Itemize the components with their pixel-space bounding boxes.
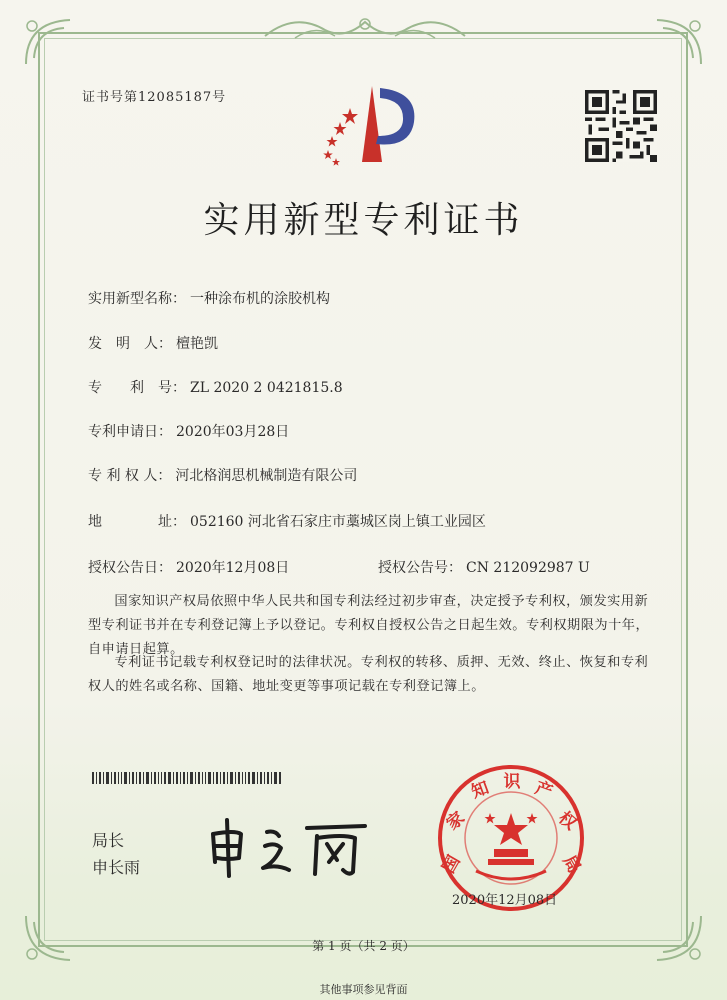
field-label: 专利申请日： — [88, 424, 172, 440]
field-grant-publication-date — [88, 557, 289, 577]
field-value: 2020年12月08日 — [176, 560, 290, 576]
field-label: 地 址： — [88, 514, 186, 530]
top-right-corner-ornament-icon — [647, 14, 707, 74]
svg-text:识: 识 — [503, 772, 521, 792]
inner-border — [44, 38, 682, 941]
director-signature-icon — [205, 812, 375, 882]
page-number: 第 1 页（共 2 页） — [312, 939, 415, 953]
field-value: CN 212092987 U — [466, 560, 590, 576]
svg-text:家: 家 — [442, 808, 469, 835]
field-label: 授权公告日： — [88, 560, 172, 576]
body-paragraph-2: 专利证书记载专利权登记时的法律状况。专利权的转移、质押、无效、终止、恢复和专利权人的姓名或名称、国籍、地址变更等事项记载在专利登记簿上。 — [88, 655, 649, 694]
field-address — [88, 511, 486, 531]
field-label: 专 利 权 人： — [88, 468, 172, 484]
field-utility-model-name — [88, 288, 330, 308]
svg-text:权: 权 — [554, 808, 581, 835]
barcode-icon — [92, 772, 282, 784]
director-name: 申长雨 — [92, 858, 141, 877]
field-label: 实用新型名称： — [88, 291, 186, 307]
field-value: 河北格润思机械制造有限公司 — [175, 468, 358, 484]
field-value: 檀艳凯 — [176, 336, 218, 352]
field-application-date — [88, 421, 289, 441]
director-title: 局长 — [92, 831, 125, 850]
field-value: ZL 2020 2 0421815.8 — [190, 380, 343, 396]
svg-text:产: 产 — [532, 777, 556, 803]
field-grant-publication-number — [378, 557, 590, 577]
back-note: 其他事项参见背面 — [319, 983, 408, 996]
body-paragraph-1: 国家知识产权局依照中华人民共和国专利法经过初步审查，决定授予专利权，颁发实用新型专利证书并在专利登记簿上予以登记。专利权自授权公告之日起生效。专利权期限为十年，自申请日起算。 — [88, 594, 650, 657]
svg-text:局: 局 — [558, 852, 585, 877]
certificate-number: 证书号第12085187号 — [82, 90, 227, 105]
svg-text:国: 国 — [438, 852, 465, 877]
qr-code-icon — [585, 90, 657, 162]
cnipa-logo-icon — [310, 78, 420, 170]
field-label: 发 明 人： — [88, 336, 172, 352]
field-value: 2020年03月28日 — [176, 424, 290, 440]
field-inventor — [88, 333, 218, 353]
field-label: 专 利 号： — [88, 380, 186, 396]
field-value: 一种涂布机的涂胶机构 — [190, 291, 330, 307]
bottom-right-corner-ornament-icon — [647, 906, 707, 966]
field-value: 052160 河北省石家庄市藁城区岗上镇工业园区 — [190, 514, 486, 530]
top-left-corner-ornament-icon — [20, 14, 80, 74]
certificate-title: 实用新型专利证书 — [203, 200, 524, 241]
field-patent-number — [88, 377, 343, 397]
field-patentee — [88, 465, 357, 485]
top-ornament-icon — [255, 10, 475, 44]
bottom-left-corner-ornament-icon — [20, 906, 80, 966]
svg-text:知: 知 — [468, 777, 492, 803]
field-label: 授权公告号： — [378, 560, 462, 576]
seal-date: 2020年12月08日 — [452, 893, 558, 908]
